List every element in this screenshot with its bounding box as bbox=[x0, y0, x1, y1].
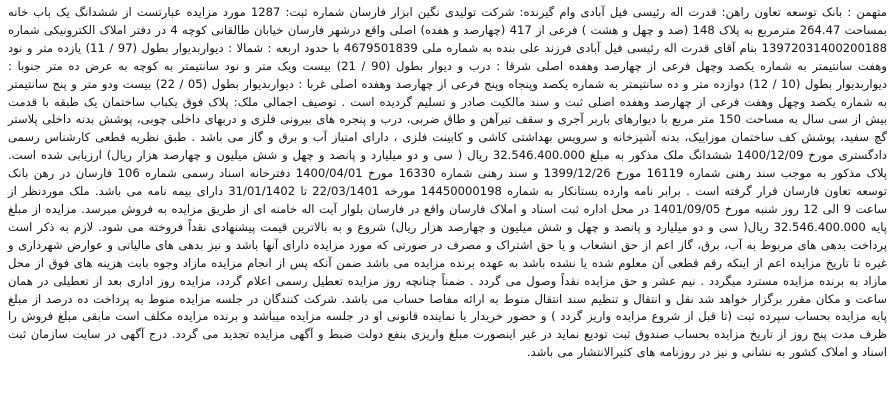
auction-notice-text: متهمن : بانک توسعه تعاون راهن: قدرت اله رئیسی فیل آبادی وام گیرنده: شرکت تولیدی نگین ابزار فارسان شماره ثبت: 1287 مورد مزایده عبارتست از ششدانگ یک باب خانه بمساحت 264.47 مترمربع به پلاک 148 (صد و چهل و هشت ) فرعی از 417 (چهارصد و هفده) اصلی واقع درشهر فارسان خیابان طالقانی کوچه 4 در دفتر املاک الکترونیکی شماره 13972031400200188 بنام آقای قدرت اله رئیسی فیل آبادی فرزند علی بنده به شماره ملی 4679501839 با حدود اربعه : شمالا : دیواربدیوار بطول (97 / 11) یازده متر و نود وهفت سانتیمتر به شماره یکصد وچهل فرعی از چهارصد وهفده اصلی شرقا : درب و دیوار بطول (90 / 21) بیست ویک متر و نود سانتیمتر به کوچه به عرض ده متر جنوبا : دیواربدیوار بطول (10 / 12) دوازده متر و ده سانتیمتر به شماره یکصد وپنجاه وپنج فرعی از چهارصد وهفده اصلی غربا : دیواربدیوار بطول (05 / 22) بیست ودو متر و پنج سانتیمتر به شماره یکصد وچهل وهفت فرعی از چهارصد وهفده اصلی ثبت و سند مالکیت صادر و تسلیم گردیده است . توصیف اجمالی ملک: پلاک فوق یکباب ساختمان یک طبقه با قدمت بیش از سی سال به مساحت 150 متر مربع با دیوارهای باربر آجری و سقف تیرآهن و طاق ضربی، درب و پنجره های بیرونی فلزی و دربهای داخلی چوبی، پوشش بدنه داخلی پلاستر گچ سفید، پوشش کف ساختمان موزاییک، بدنه آشپزخانه و سرویس بهداشتی کاشی و کابینت فلزی ، دارای امتیاز آب و برق و گاز می باشد . طبق نظریه قطعی کارشناس رسمی دادگستری مورخ 1400/12/09 ششدانگ ملک مذکور به مبلغ 32.546.400.000 ریال ( سی و دو میلیارد و پانصد و چهل و شش میلیون و چهارصد هزار ریال) ارزیابی شده است. پلاک مذکور به موجب سند رهنی شماره 16119 مورخ 1399/12/26 و سند رهنی شماره 16330 مورخ 1400/04/01 دفترخانه اسناد رسمی شماره 106 فارسان در رهن بانک توسعه تعاون فارسان قرار گرفته است . برابر نامه وارده بستانکار به شماره 14450000198 مورخه 22/03/1401 تا 31/01/1402 دارای بیمه نامه می باشد. ملک موردنظر از ساعت 9 الی 12 روز شنبه مورخ 1401/09/05 در محل اداره ثبت اسناد و املاک فارسان واقع در فارسان بلوار آیت اله خامنه ای از طریق مزایده به فروش میرسد. مزایده از مبلغ پایه 32.546.400.000 ریال( سی و دو میلیارد و پانصد و چهل و شش میلیون و چهارصد هزار ریال) شروع و به بالاترین قیمت پیشنهادی نقداً فروخته می شود. لازم به ذکر است پرداخت بدهی های مربوط به آب، برق، گاز اعم از حق انشعاب و یا حق اشتراک و مصرف در صورتی که مورد مزایده دارای آنها باشد و نیز بدهی های مالیاتی و عوارض شهرداری و غیره تا تاریخ مزایده اعم از اینکه رقم قطعی آن معلوم شده یا نشده باشد به عهده برنده مزایده می باشد ضمن آنکه پس از انجام مزایده مازاد وجوه بابت هزینه های فوق از محل مازاد به برنده مزایده مسترد میگردد . نیم عشر و حق مزایده نقداً وصول می گردد . ضمناً چنانچه روز مزایده تعطیل رسمی اعلام گردد، مزایده روز اداری بعد از تعطیلی در همان ساعت و مکان مقرر برگزار خواهد شد نقل و انتقال و تنظیم سند انتقال منوط به ارائه مفاصا حساب می باشد. شرکت کنندگان در جلسه مزایده منوط به پرداخت ده درصد از مبلغ پایه مزایده بحساب سپرده ثبت (تا قبل از شروع مزایده واریز گردد ) و حضور خریدار یا نماینده قانونی او در جلسه مزایده میباشد و برنده مزایده مکلف است مابقی مبلغ فروش را ظرف مدت پنج روز از تاریخ مزایده بحساب صندوق ثبت تودیع نماید در غیر اینصورت مبلغ واریزی بنفع دولت ضبط و آگهی مزایده تجدید می گردد. درج آگهی در سایت سازمان ثبت اسناد و املاک کشور به نشانی و نیز در روزنامه های کثیرالانتشار می باشد. bbox=[8, 5, 888, 360]
